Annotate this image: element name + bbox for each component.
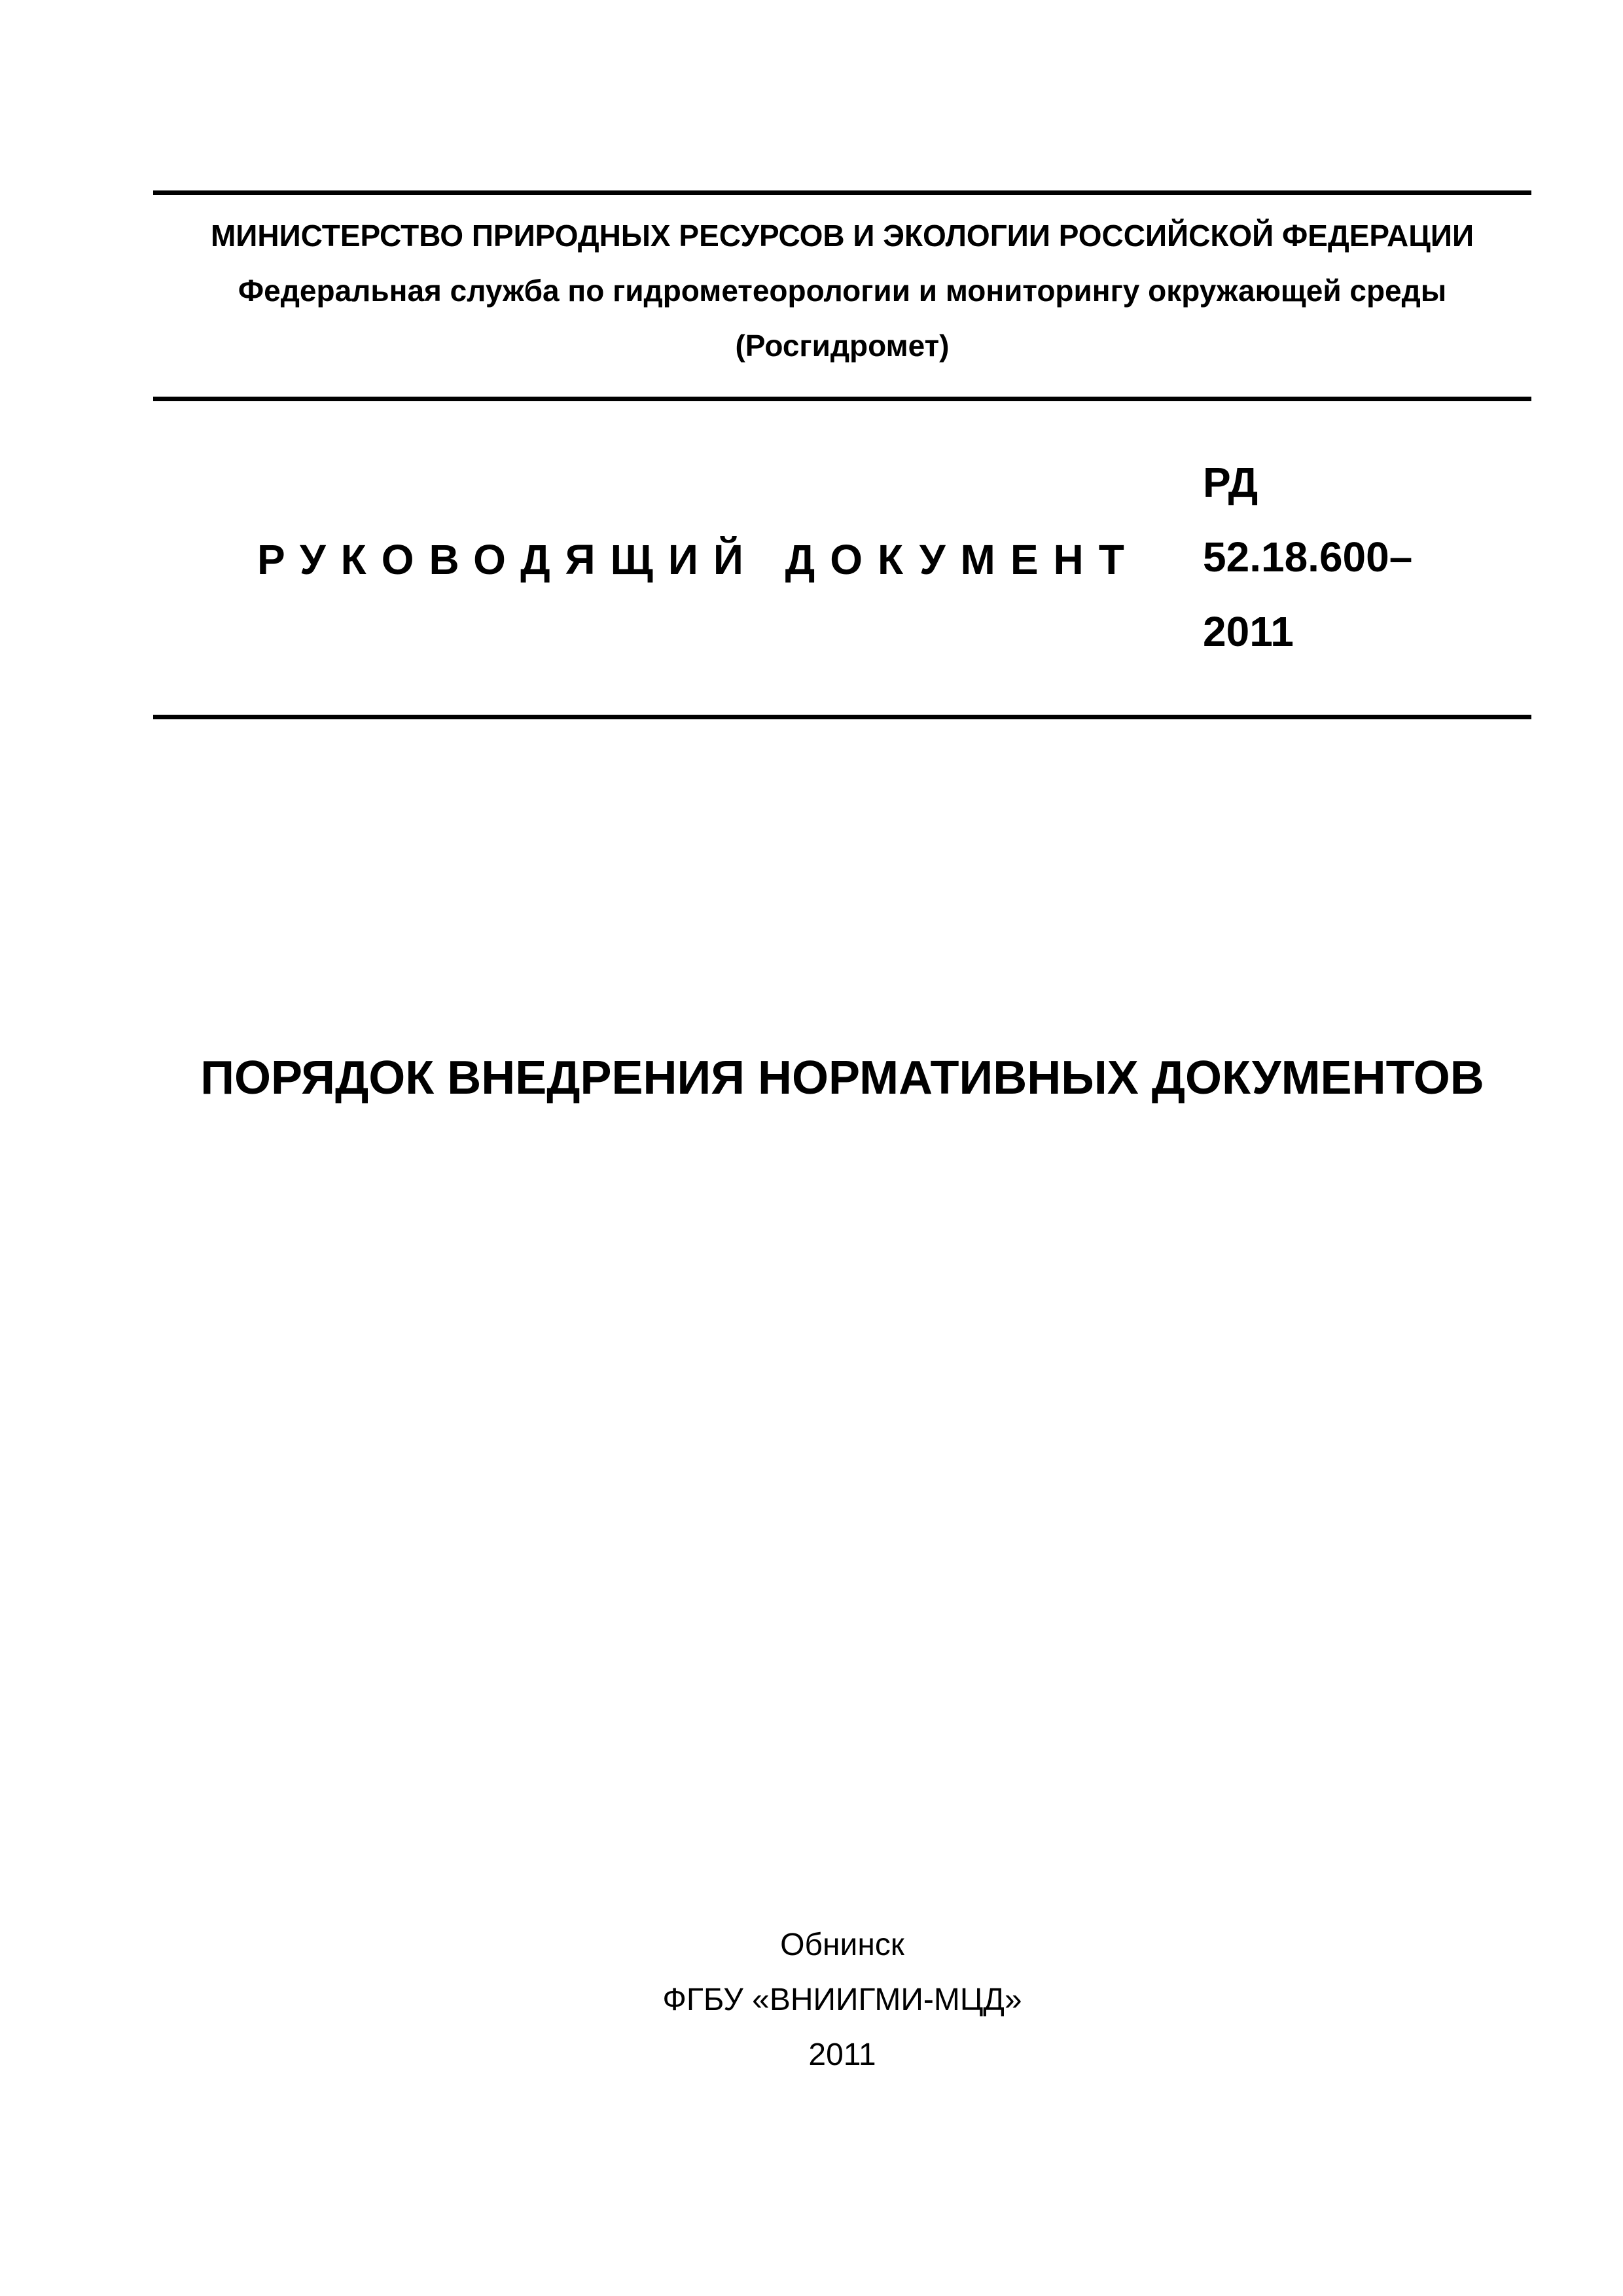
service-name: Федеральная служба по гидрометеорологии и мониторингу окружающей среды bbox=[238, 274, 1447, 308]
imprint-year: 2011 bbox=[808, 2037, 876, 2072]
top-rule bbox=[153, 190, 1531, 195]
code-bottom-rule bbox=[153, 715, 1531, 719]
header-bottom-rule bbox=[153, 397, 1531, 401]
issuing-authority bbox=[153, 208, 1531, 373]
ministry-name: МИНИСТЕРСТВО ПРИРОДНЫХ РЕСУРСОВ И ЭКОЛОГИИ РОССИЙСКОЙ ФЕДЕРАЦИИ bbox=[210, 219, 1474, 253]
document-kind: РУКОВОДЯЩИЙ ДОКУМЕНТ bbox=[257, 536, 1139, 583]
document-code-prefix: РД bbox=[1203, 459, 1258, 506]
document-title: ПОРЯДОК ВНЕДРЕНИЯ НОРМАТИВНЫХ ДОКУМЕНТОВ bbox=[200, 1052, 1484, 1104]
document-code-year: 2011 bbox=[1203, 608, 1294, 655]
document-code-number: 52.18.600– bbox=[1203, 533, 1413, 581]
service-short-name: (Росгидромет) bbox=[735, 329, 950, 363]
imprint-city: Обнинск bbox=[780, 1928, 904, 1962]
imprint-publisher: ФГБУ «ВНИИГМИ-МЦД» bbox=[662, 1982, 1022, 2017]
document-code bbox=[1203, 445, 1412, 669]
imprint bbox=[153, 1918, 1531, 2083]
